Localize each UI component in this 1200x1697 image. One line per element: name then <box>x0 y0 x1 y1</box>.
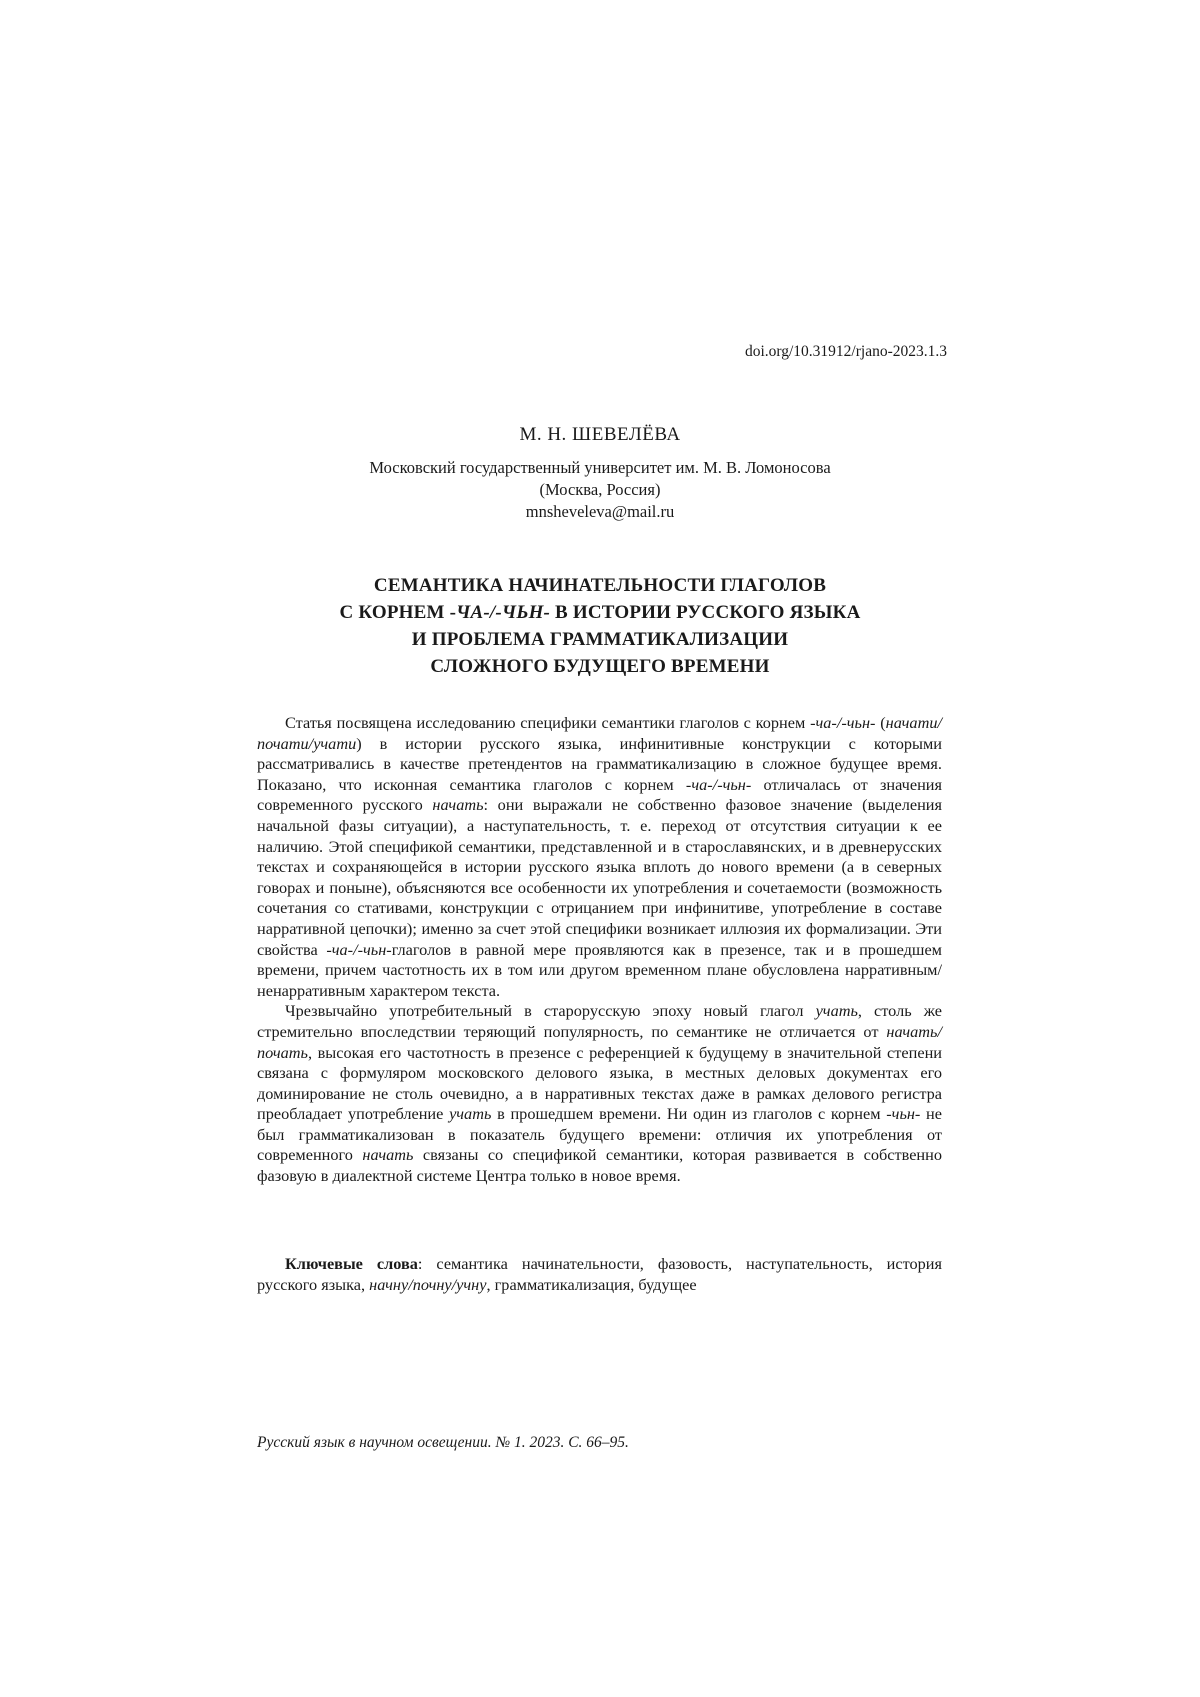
author-email[interactable]: mnsheveleva@mail.ru <box>525 502 675 521</box>
abstract-p2-italic-1: учать <box>815 1001 858 1021</box>
keywords-italic: начну/почну/учну <box>369 1274 487 1294</box>
abstract-p1-italic-1: ча-/-чьн- <box>815 713 876 732</box>
abstract-p1-italic-4: начать <box>432 795 484 815</box>
affiliation-university: Московский государственный университет им. М. В. Ломоносова <box>369 458 831 477</box>
keywords-text-1: : семантика начинательности, фазовость, наступательность, история русского языка, <box>257 1254 943 1294</box>
abstract-p2-italic-3: учать <box>449 1104 492 1124</box>
title-line-3: И ПРОБЛЕМА ГРАММАТИКАЛИЗАЦИИ <box>411 629 789 650</box>
abstract <box>257 713 942 1187</box>
keywords-block <box>257 1254 942 1295</box>
keywords-text-2: , грамматикализация, будущее <box>486 1274 697 1294</box>
abstract-p2-text-3: , высокая его частотность в презенсе с референцией к будущему в значительной степени связана с формуляром московского делового языка, в местных деловых документах его доминирование не столь очевидно, а в нарративных текстах даже в рамках делового регистра преобладает употребление <box>257 1042 942 1124</box>
title-line-4: СЛОЖНОГО БУДУЩЕГО ВРЕМЕНИ <box>430 656 770 677</box>
abstract-p1-text-5: : они выражали не собственно фазовое значение (выделения начальной фазы ситуации), а наступательность, т. е. переход от отсутствия ситуации к ее наличию. Этой спецификой семантики, представленной и в старославянских, и в древнерусских текстах и сохраняющейся в истории русского языка вплоть до нового времени (а в северных говорах и поныне), объясняются все особенности их употребления и сочетаемости (возможность сочетания со стативами, конструкции с отрицанием при инфинитиве, употребление в составе нарративной цепочки); именно за счет этой специфики возникает иллюзия их формализации. Эти свойства - <box>257 795 942 959</box>
title-line-1: СЕМАНТИКА НАЧИНАТЕЛЬНОСТИ ГЛАГОЛОВ <box>373 575 827 596</box>
abstract-p1-text-6: глаголов в равной мере проявляются как в презенсе, так и в прошедшем времени, причем частотность их в том или другом временном плане обусловлена нарративным/ненарративным характером текста. <box>257 939 942 1000</box>
abstract-p2-text-4: в прошедшем времени. Ни один из глаголов с корнем - <box>491 1104 892 1124</box>
abstract-p2-text-6: связаны со спецификой семантики, которая развивается в собственно фазовую в диалектной системе Центра только в новое время. <box>257 1145 942 1186</box>
title-line-2-pre: С КОРНЕМ - <box>339 602 457 623</box>
abstract-p2-text-1: Чрезвычайно употребительный в старорусскую эпоху новый глагол <box>285 1001 816 1021</box>
title-line-2 <box>0 599 1200 626</box>
abstract-p1-italic-3: ча-/-чьн- <box>691 774 752 794</box>
abstract-p1-italic-5: ча-/-чьн- <box>331 939 392 959</box>
abstract-p1-text-2: ( <box>875 713 886 732</box>
doi-link[interactable]: doi.org/10.31912/rjano-2023.1.3 <box>744 343 947 360</box>
abstract-p1-text-3: ) в истории русского языка, инфинитивные конструкции с которыми рассматривались в качестве претендентов на грамматикализацию в сложное будущее время. Показано, что исконная семантика глаголов с корнем - <box>257 733 942 794</box>
abstract-p2-text-2: , столь же стремительно впоследствии теряющий популярность, по семантике не отличается от <box>257 1001 942 1041</box>
keywords-label: Ключевые слова <box>285 1254 418 1273</box>
abstract-p2-italic-2: начать/почать <box>257 1021 942 1062</box>
journal-citation: Русский язык в научном освещении. № 1. 2023. С. 66–95. <box>257 1434 629 1451</box>
author-name: М. Н. ШЕВЕЛЁВА <box>519 424 681 445</box>
keywords-paragraph <box>257 1254 942 1295</box>
abstract-p2-text-5: не был грамматикализован в показатель будущего времени: отличия их употребления от современного <box>257 1104 943 1165</box>
abstract-p2-italic-4: чьн- <box>891 1104 921 1124</box>
title-line-2-post: В ИСТОРИИ РУССКОГО ЯЗЫКА <box>550 602 861 623</box>
abstract-p1-text-4: отличалась от значения современного русского <box>257 774 942 815</box>
abstract-p1-text-1: Статья посвящена исследованию специфики семантики глаголов с корнем - <box>285 713 816 732</box>
affiliation-location: (Москва, Россия) <box>539 480 661 499</box>
abstract-paragraph-1 <box>257 713 942 1001</box>
abstract-p1-italic-2: начати/почати/учати <box>257 713 942 753</box>
title-root-italic: ЧА-/-ЧЬН- <box>456 602 551 623</box>
paper-title <box>0 572 1200 680</box>
abstract-p2-italic-5: начать <box>362 1145 414 1165</box>
abstract-paragraph-2 <box>257 1001 942 1186</box>
affiliation-block <box>0 457 1200 523</box>
